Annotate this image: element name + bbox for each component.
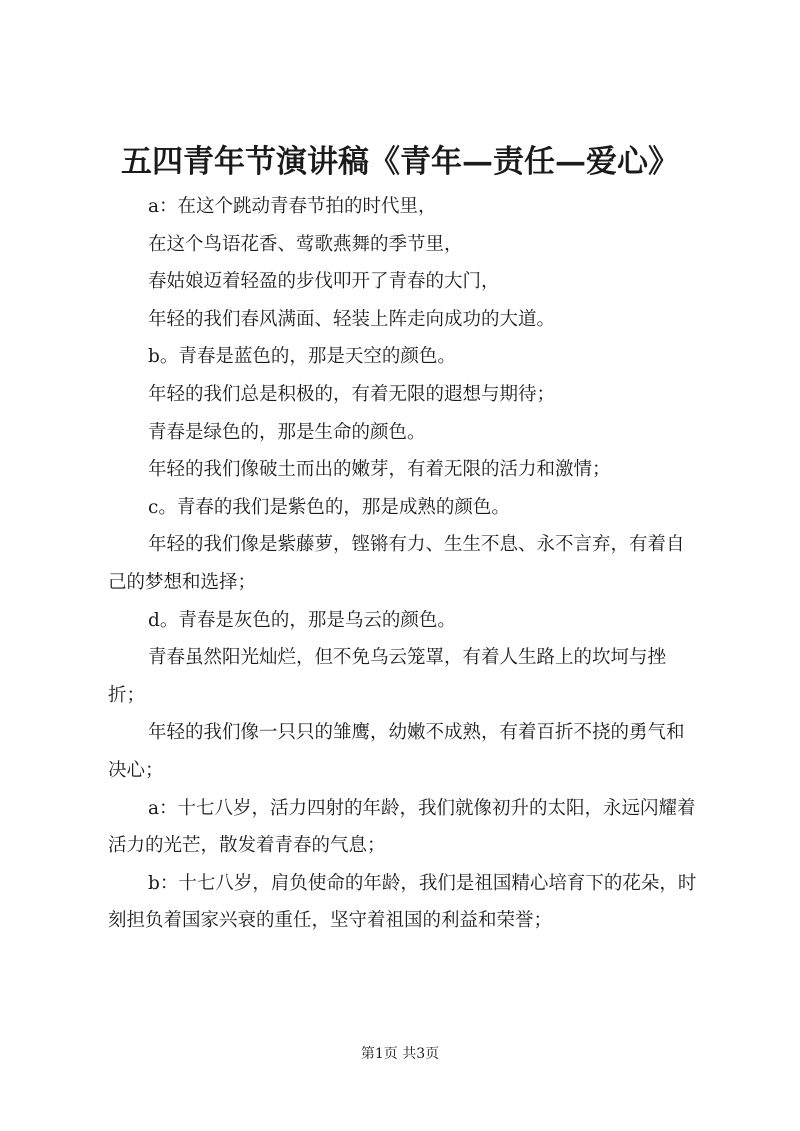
document-body bbox=[108, 188, 700, 940]
paragraph: 在这个鸟语花香、莺歌燕舞的季节里， bbox=[148, 233, 463, 255]
paragraph: 年轻的我们春风满面、轻装上阵走向成功的大道。 bbox=[148, 308, 556, 330]
paragraph: a：在这个跳动青春节拍的时代里， bbox=[148, 196, 437, 217]
paragraph: 青春是绿色的，那是生命的颜色。 bbox=[148, 421, 426, 443]
paragraph: b：十七八岁，肩负使命的年龄，我们是祖国精心培育下的花朵，时刻担负着国家兴衰的重任，坚守着祖国的利益和荣誉； bbox=[108, 872, 697, 932]
page-footer: 第1页 共3页 bbox=[360, 1046, 440, 1062]
paragraph: 青春虽然阳光灿烂，但不免乌云笼罩，有着人生路上的坎坷与挫折； bbox=[108, 647, 667, 706]
paragraph: a：十七八岁，活力四射的年龄，我们就像初升的太阳，永远闪耀着活力的光芒，散发着青春的气息； bbox=[108, 797, 696, 857]
paragraph: 年轻的我们像是紫藤萝，铿锵有力、生生不息、永不言弃，有着自己的梦想和选择； bbox=[108, 534, 685, 593]
paragraph: d。青春是灰色的，那是乌云的颜色。 bbox=[148, 609, 456, 631]
document-title: 五四青年节演讲稿《青年—责任—爱心》 bbox=[121, 144, 679, 180]
paragraph: 春姑娘迈着轻盈的步伐叩开了青春的大门， bbox=[148, 271, 500, 293]
paragraph: b。青春是蓝色的，那是天空的颜色。 bbox=[148, 346, 456, 368]
paragraph: c。青春的我们是紫色的，那是成熟的颜色。 bbox=[148, 496, 510, 518]
paragraph: 年轻的我们像一只只的雏鹰，幼嫩不成熟，有着百折不挠的勇气和决心； bbox=[108, 722, 685, 781]
paragraph: 年轻的我们总是积极的，有着无限的遐想与期待； bbox=[148, 383, 556, 405]
paragraph: 年轻的我们像破土而出的嫩芽，有着无限的活力和激情； bbox=[148, 459, 611, 481]
